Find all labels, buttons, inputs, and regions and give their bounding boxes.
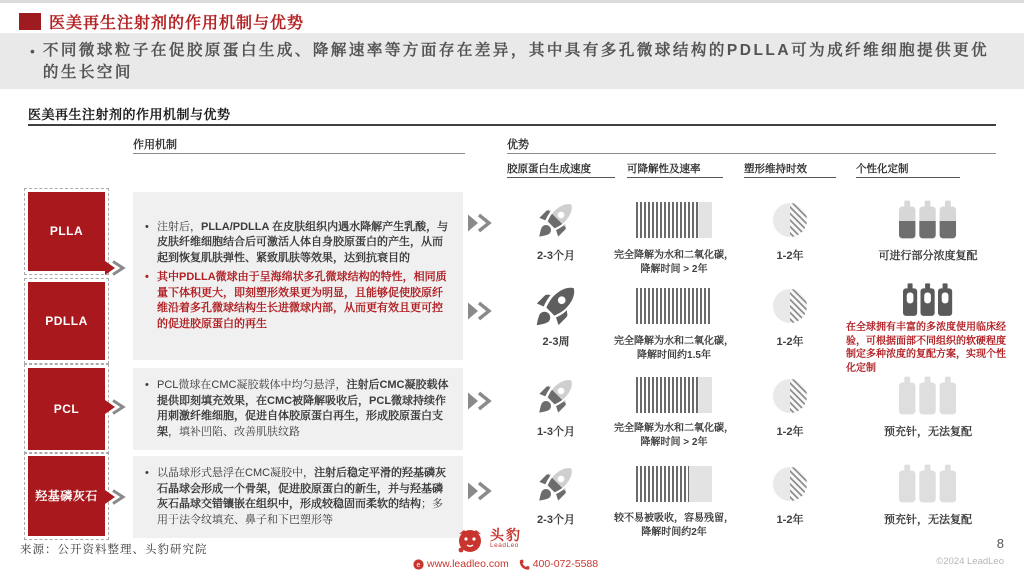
rocket-icon (536, 196, 576, 244)
adv-cell-custom: 预充针，无法复配 (844, 372, 1012, 450)
bottles-icon (899, 196, 957, 244)
half-pie-icon (773, 196, 807, 244)
leopard-icon (455, 528, 485, 556)
mechanism-bullet: • 以晶球形式悬浮在CMC凝胶中，注射后稳定平滑的羟基磷灰石晶球会形成一个骨架，促进胶原蛋白的新生，并与羟基磷灰石晶球交错镶嵌在组织中，形成较稳固而柔软的结构；多用于法令纹填充、鼻子和下巴塑形等 (145, 467, 447, 526)
copyright: ©2024 LeadLeo (936, 556, 1004, 567)
barcode-icon (636, 460, 712, 507)
red-chevron-icon (103, 258, 129, 278)
leadleo-logo (455, 528, 522, 556)
adv-header-customization: 个性化定制 (856, 161, 960, 178)
material-box-plla: PLLA (28, 192, 105, 271)
section-divider (28, 124, 996, 126)
phone-icon (519, 559, 530, 570)
phone[interactable]: 400-072-5588 (519, 558, 598, 570)
title-marker-square (19, 13, 41, 30)
double-chevron-icon (466, 480, 494, 502)
material-box-pcl: PCL (28, 368, 105, 450)
adv-cell-custom: 可进行部分浓度复配 (844, 196, 1012, 278)
key-takeaway-text: 不同微球粒子在促胶原蛋白生成、降解速率等方面存在差异，其中具有多孔微球结构的PDLLA可为成纤维细胞提供更优的生长空间 (42, 42, 990, 81)
website[interactable]: e www.leadleo.com (413, 558, 509, 570)
material-box-pdlla: PDLLA (28, 282, 105, 360)
adv-cell-shape: 1-2年 (736, 282, 844, 382)
column-header-advantage: 优势 (507, 136, 996, 154)
svg-text:e: e (416, 561, 421, 569)
logo-text-en: LeadLeo (490, 542, 519, 549)
rocket-icon (533, 282, 579, 330)
barcode-icon (636, 372, 712, 417)
half-pie-icon (773, 460, 807, 508)
mechanism-text-pcl (133, 368, 463, 450)
page-title: 医美再生注射剂的作用机制与优势 (49, 15, 305, 32)
adv-cell-degrade: 较不易被吸收，容易残留，降解时间约2年 (612, 460, 736, 540)
source-note: 来源：公开资料整理、头豹研究院 (20, 544, 208, 556)
adv-header-degradability: 可降解性及速率 (627, 161, 723, 178)
adv-cell-degrade: 完全降解为水和二氧化碳，降解时间约1.5年 (612, 282, 736, 382)
logo-text-cn: 头豹 (490, 527, 522, 543)
adv-header-shaping-duration: 塑形维持时效 (744, 161, 836, 178)
page-number: 8 (996, 536, 1004, 551)
advantage-row-pdlla (500, 282, 1012, 382)
double-chevron-icon (466, 300, 494, 322)
barcode-icon (636, 196, 712, 244)
mechanism-bullet: • 注射后，PLLA/PDLLA 在皮肤组织内遇水降解产生乳酸，与皮肤纤维细胞结合后可激活人体自身胶原蛋白的产生，从而起到恢复肌肤弹性、紧致肌肤等效果，达到抗衰目的 (145, 220, 449, 264)
top-divider (0, 0, 1024, 3)
adv-cell-custom: 在全球拥有丰富的多浓度使用临床经验，可根据面部不同组织的软硬程度制定多种浓度的复配方案，实现个性化定制 (844, 282, 1012, 382)
rocket-icon (536, 372, 576, 420)
mechanism-text-plla-pdlla (133, 192, 463, 360)
adv-cell-degrade: 完全降解为水和二氧化碳，降解时间 > 2年 (612, 196, 736, 278)
key-takeaway-band (0, 33, 1024, 89)
contact-line (413, 558, 608, 570)
adv-header-collagen-speed: 胶原蛋白生成速度 (507, 161, 615, 178)
red-chevron-icon (103, 487, 129, 507)
adv-cell-speed: 2-3周 (500, 282, 612, 382)
advantage-row-pcl (500, 372, 1012, 450)
rocket-icon (536, 460, 576, 508)
mechanism-bullet: • PCL微球在CMC凝胶载体中均匀悬浮，注射后CMC凝胶载体提供即刻填充效果，在CMC被降解吸收后，PCL微球持续作用刺激纤维细胞，促进自体胶原蛋白再生，形成胶原蛋白支架，填补凹陷、改善肌肤纹路 (145, 379, 449, 438)
globe-icon (413, 559, 424, 570)
adv-cell-shape: 1-2年 (736, 460, 844, 540)
material-box-ha: 羟基磷灰石 (28, 456, 105, 536)
bottles-icon (903, 282, 953, 318)
adv-cell-speed: 1-3个月 (500, 372, 612, 450)
adv-cell-shape: 1-2年 (736, 196, 844, 278)
slide-header (19, 10, 304, 33)
mechanism-text-ha (133, 456, 463, 538)
advantage-row-ha (500, 460, 1012, 540)
mechanism-bullet-highlight: • 其中PDLLA微球由于呈海绵状多孔微球结构的特性，相同质量下体积更大，即刻塑形效果更为明显，且能够促使胶原纤维沿着多孔微球结构生长进微球内部，从而更有效且更可控的促进胶原蛋白的再生 (145, 271, 447, 330)
adv-cell-degrade: 完全降解为水和二氧化碳，降解时间 > 2年 (612, 372, 736, 450)
double-chevron-icon (466, 390, 494, 412)
bullet-marker: • (30, 43, 35, 59)
bottles-icon (899, 372, 957, 420)
red-chevron-icon (103, 397, 129, 417)
section-title: 医美再生注射剂的作用机制与优势 (28, 107, 231, 122)
advantage-row-plla (500, 196, 1012, 278)
bottles-icon (899, 460, 957, 508)
column-header-mechanism: 作用机制 (133, 136, 465, 154)
barcode-icon (636, 282, 712, 330)
adv-cell-speed: 2-3个月 (500, 196, 612, 278)
adv-cell-custom: 预充针，无法复配 (844, 460, 1012, 540)
double-chevron-icon (466, 212, 494, 234)
half-pie-icon (773, 282, 807, 330)
adv-cell-shape: 1-2年 (736, 372, 844, 450)
adv-cell-speed: 2-3个月 (500, 460, 612, 540)
half-pie-icon (773, 372, 807, 420)
